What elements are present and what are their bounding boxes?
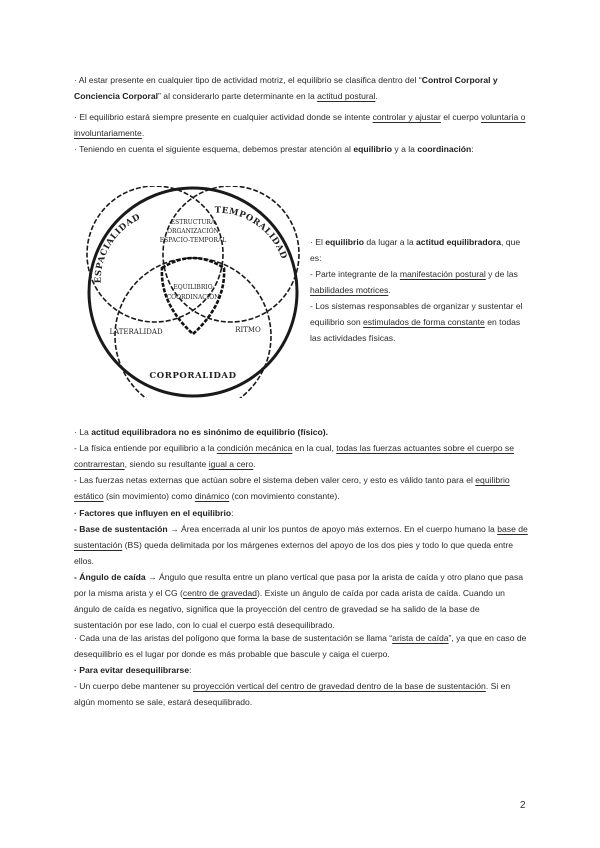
side-note-parte-integrante: - Parte integrante de la manifestación postural y de las habilidades motrices. — [310, 269, 518, 295]
label-equilibrio: EQUILIBRIO — [173, 284, 213, 291]
heading-evitar-desequilibrio: · Para evitar desequilibrarse: — [74, 665, 192, 675]
venn-diagram — [80, 186, 306, 398]
label-estructura: ESTRUCTURA — [170, 219, 216, 226]
heading-factores: · Factores que influyen en el equilibrio: — [74, 508, 234, 518]
diagram-side-notes — [310, 234, 532, 346]
paragraph-control-corporal: · Al estar presente en cualquier tipo de actividad motriz, el equilibrio se clasifica dentro del “Control Corporal y Conciencia Corporal” al considerarlo parte determinante en la actitud postural. — [74, 75, 498, 101]
label-espacialidad: ESPACIALIDAD — [93, 212, 143, 284]
label-coordinacion: COORDINACIÓN — [166, 294, 220, 301]
side-note-actitud: · El equilibrio da lugar a la actitud equilibradora, que es: — [310, 237, 521, 263]
paragraph-base-sustentacion: - Base de sustentación → Área encerrada al unir los puntos de apoyo más externos. En el cuerpo humano la base de sustentación (BS) queda delimitada por los márgenes externos del apoyo de los dos pies y todo lo que queda entre ellos. — [74, 524, 528, 566]
paragraph-angulo-caida: - Ángulo de caída → Ángulo que resulta entre un plano vertical que pasa por la arista de caída y otro plano que pasa por la misma arista y el CG (centro de gravedad). Existe un ángulo de caída por cada arista de caída. Cuando un ángulo de caída es negativo, significa que la proyección del centro de gravedad se ha salido de la base de sustentación por ese lado, con lo cual el cuerpo está desequilibrado. — [74, 572, 524, 630]
paragraph-fuerzas-netas: - Las fuerzas netas externas que actúan sobre el sistema deben valer cero, y esto es válido tanto para el equilibrio estático (sin movimiento) como dinámico (con movimiento constante). — [74, 475, 510, 501]
label-espacio-temporal: ESPACIO-TEMPORAL — [159, 237, 227, 244]
side-note-sistemas: - Los sistemas responsables de organizar y sustentar el equilibrio son estimulados de forma constante en todas las actividades físicas. — [310, 301, 523, 343]
label-temporalidad: TEMPORALIDAD — [214, 205, 289, 261]
paragraph-fisica-equilibrio: - La física entiende por equilibrio a la condición mecánica en la cual, todas las fuerzas actuantes sobre el cuerpo se contrarrestan, siendo su resultante igual a cero. — [74, 443, 514, 469]
paragraph-esquema-intro: · Teniendo en cuenta el siguiente esquema, debemos prestar atención al equilibrio y a la coordinación: — [74, 144, 474, 154]
label-corporalidad: CORPORALIDAD — [149, 371, 237, 381]
page-number: 2 — [520, 800, 526, 811]
paragraph-actitud-no-sinonimo: · La actitud equilibradora no es sinónimo de equilibrio (físico). — [74, 427, 329, 437]
label-ritmo: RITMO — [235, 326, 261, 334]
paragraph-proyeccion-vertical: - Un cuerpo debe mantener su proyección vertical del centro de gravedad dentro de la base de sustentación. Si en algún momento se sale, estará desequilibrado. — [74, 681, 511, 707]
label-organizacion: ORGANIZACIÓN — [167, 228, 219, 235]
paragraph-equilibrio-presente: · El equilibrio estará siempre presente en cualquier actividad donde se intente controlar y ajustar el cuerpo voluntaria o involuntariamente. — [74, 112, 526, 138]
label-lateralidad: LATERALIDAD — [109, 328, 163, 336]
paragraph-arista-caida: · Cada una de las aristas del polígono que forma la base de sustentación se llama “arista de caída”, ya que en caso de desequilibrio es el lugar por donde es más probable que bascule y caiga el cuerpo. — [74, 633, 527, 659]
